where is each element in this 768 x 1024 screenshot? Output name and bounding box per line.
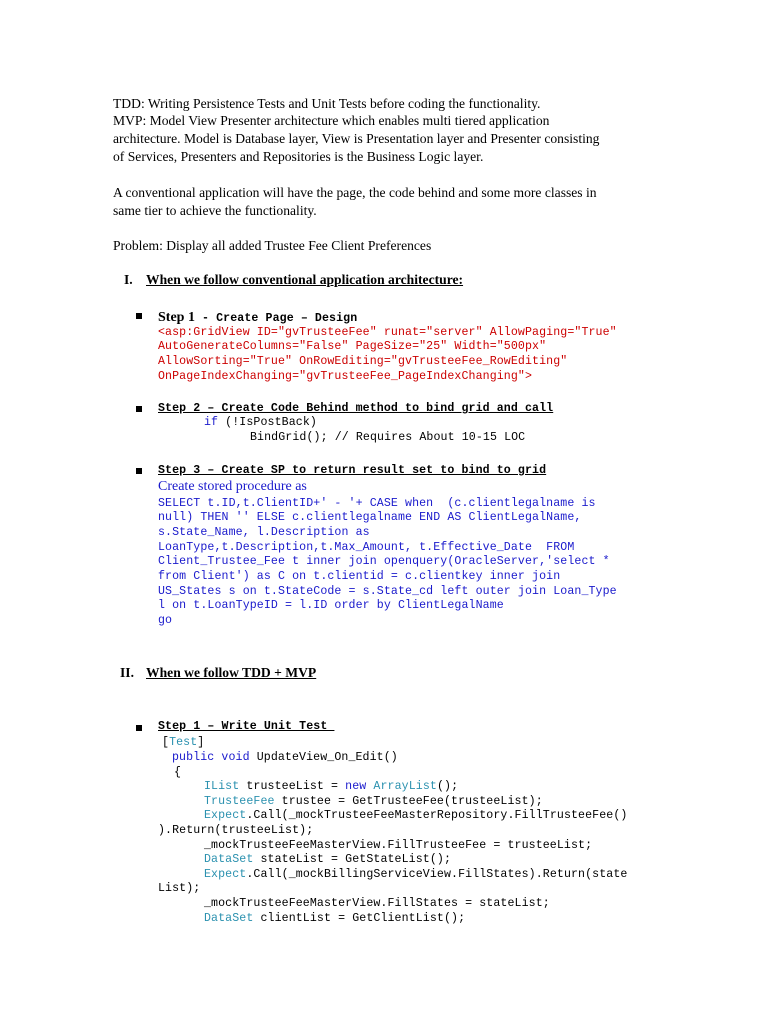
code-text: clientList = GetClientList(); [253,912,466,925]
mvp-definition-line-1: MVP: Model View Presenter architecture which enables multi tiered application [113,113,550,128]
code-line: <asp:GridView ID="gvTrusteeFee" runat="server" AllowPaging="True" [158,326,617,339]
code-type: Expect [204,868,247,881]
keyword: public void [172,751,250,764]
code-type: IList [204,780,240,793]
sql-line: l on t.LoanTypeID = l.ID order by ClientLegalName [158,599,504,612]
code-line [204,912,465,926]
section-1-heading [124,272,463,288]
code-type: TrusteeFee [204,795,275,808]
code-line: _mockTrusteeFeeMasterView.FillStates = stateList; [204,897,550,910]
conventional-line-1: A conventional application will have the page, the code behind and some more classes in [113,185,597,200]
code-line-if [204,416,317,430]
section-1-title: When we follow conventional application architecture: [146,272,464,287]
bullet-icon [136,406,142,412]
bullet-icon [136,468,142,474]
code-type: Test [169,736,198,749]
code-text: (!IsPostBack) [218,416,317,429]
code-text: UpdateView_On_Edit() [249,751,398,764]
tdd-definition: TDD: Writing Persistence Tests and Unit Tests before coding the functionality. [113,96,541,111]
code-type: ArrayList [373,780,437,793]
problem-statement: Problem: Display all added Trustee Fee Client Preferences [113,238,432,253]
code-type: DataSet [204,912,254,925]
sql-line: SELECT t.ID,t.ClientID+' - '+ CASE when (c.clientlegalname is [158,497,596,510]
section-2-step-1-label: Step 1 – Write Unit Test [158,720,335,733]
mvp-definition-line-2: architecture. Model is Database layer, View is Presentation layer and Presenter consisting [113,131,600,146]
code-line: AutoGenerateColumns="False" PageSize="25" Width="500px" [158,340,547,353]
code-line [204,795,543,809]
sql-line: LoanType,t.Description,t.Max_Amount, t.Effective_Date FROM [158,541,575,554]
code-line: _mockTrusteeFeeMasterView.FillTrusteeFee = trusteeList; [204,839,593,852]
code-line [204,809,627,823]
code-text: stateList = GetStateList(); [253,853,452,866]
code-text: trusteeList = [239,780,346,793]
section-2-title: When we follow TDD + MVP [146,665,317,680]
sql-line: from Client') as C on t.clientid = c.clientkey inner join [158,570,561,583]
section-1-step-1-label [158,308,357,326]
code-type: DataSet [204,853,254,866]
sql-line: Client_Trustee_Fee t inner join openquery(OracleServer,'select * [158,555,610,568]
sql-line: go [158,614,173,627]
sql-line: null) THEN '' ELSE c.clientlegalname END AS ClientLegalName, [158,511,582,524]
code-text: .Call(_mockTrusteeFeeMasterRepository.FillTrusteeFee() [246,809,628,822]
code-text: .Call(_mockBillingServiceView.FillStates).Return(state [246,868,628,881]
code-type: Expect [204,809,247,822]
create-sp-text: Create stored procedure as [158,479,307,494]
code-line [204,868,627,882]
keyword: if [204,416,219,429]
sql-line: s.State_Name, l.Description as [158,526,370,539]
code-line: AllowSorting="True" OnRowEditing="gvTrusteeFee_RowEditing" [158,355,568,368]
step-1-word: Step 1 [158,310,195,325]
section-1-number: I. [124,272,133,287]
section-1-step-2-label: Step 2 – Create Code Behind method to bind grid and call [158,402,554,415]
code-method-signature [172,751,398,765]
code-line [204,853,451,867]
mvp-definition-line-3: of Services, Presenters and Repositories is the Business Logic layer. [113,149,484,164]
keyword: new [345,780,367,793]
code-text: ] [197,736,205,749]
section-2-heading [120,665,316,681]
bullet-icon [136,725,142,731]
code-text: [ [162,736,170,749]
code-line-bindgrid: BindGrid(); // Requires About 10-15 LOC [250,431,526,444]
section-1-step-3-label: Step 3 – Create SP to return result set to bind to grid [158,464,547,477]
code-line [204,780,458,794]
code-line: ).Return(trusteeList); [158,824,314,837]
section-2-number: II. [120,665,134,680]
code-line: OnPageIndexChanging="gvTrusteeFee_PageIndexChanging"> [158,370,533,383]
bullet-icon [136,313,142,319]
step-1-title: - Create Page – Design [194,312,358,325]
code-text: trustee = GetTrusteeFee(trusteeList); [274,795,543,808]
code-attribute-line [162,736,204,750]
conventional-line-2: same tier to achieve the functionality. [113,203,317,218]
code-line: List); [158,882,201,895]
code-text: (); [436,780,459,793]
code-brace: { [174,766,182,779]
sql-line: US_States s on t.StateCode = s.State_cd left outer join Loan_Type [158,585,617,598]
